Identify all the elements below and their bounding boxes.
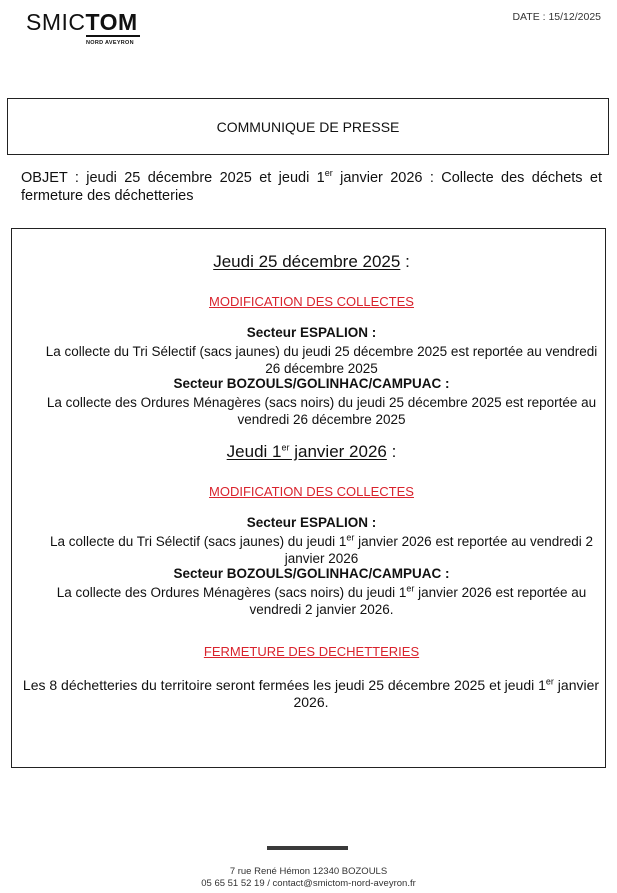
day1-sector2-text: La collecte des Ordures Ménagères (sacs noirs) du jeudi 25 décembre 2025 est reportée au vendredi 26 décembre 2025 (46, 395, 597, 427)
day2-sector1-sup: er (346, 532, 355, 543)
day2-heading-colon: : (386, 442, 397, 461)
day2-heading-a: Jeudi 1 (226, 442, 282, 461)
day2-sector1-a: La collecte du Tri Sélectif (sacs jaunes) du jeudi 1 (49, 534, 347, 549)
closure-text-b: janvier 2026. (293, 677, 600, 710)
day2-sector2-sup: er (406, 583, 415, 594)
logo-wordmark (26, 10, 142, 35)
footer-address: 7 rue René Hémon 12340 BOZOULS (229, 866, 388, 877)
subject-part1: OBJET : jeudi 25 décembre 2025 et jeudi 1 (21, 170, 325, 186)
day1-heading (22, 252, 601, 272)
title-box (7, 98, 609, 155)
day2-sector2-text (42, 584, 601, 618)
day2-heading-sup: er (281, 442, 290, 453)
content-box (11, 228, 606, 768)
day1-heading-colon: : (400, 252, 410, 271)
footer-contact: 05 65 51 52 19 / contact@smictom-nord-aveyron.fr (201, 878, 416, 889)
day2-modification-heading (22, 483, 601, 501)
day1-modification-heading (22, 293, 601, 311)
logo-subtitle: NORD AVEYRON (86, 40, 134, 46)
page-title: COMMUNIQUE DE PRESSE (216, 119, 400, 135)
closure-heading-text: FERMETURE DES DECHETTERIES (203, 644, 420, 659)
subject-line (21, 170, 602, 205)
day2-sector1-text (42, 533, 601, 567)
logo-text-smic: SMIC (26, 9, 86, 35)
day1-sector1-title: Secteur ESPALION : (246, 325, 377, 340)
day1-sector2-title: Secteur BOZOULS/GOLINHAC/CAMPUAC : (173, 376, 450, 391)
closure-text (20, 677, 602, 711)
footer-divider (267, 846, 348, 850)
subject-sup: er (324, 168, 333, 179)
logo-underline (86, 35, 140, 37)
day2-sector1-title: Secteur ESPALION : (246, 515, 377, 530)
logo (26, 9, 142, 46)
closure-heading (22, 643, 601, 661)
day2-sector2-b: janvier 2026 est reportée au vendredi 2 janvier 2026. (249, 585, 587, 617)
day1-modification-text: MODIFICATION DES COLLECTES (209, 294, 414, 309)
closure-text-sup: er (545, 676, 554, 687)
closure-text-a: Les 8 déchetteries du territoire seront fermées les jeudi 25 décembre 2025 et jeudi 1 (22, 677, 546, 693)
day2-sector2-a: La collecte des Ordures Ménagères (sacs noirs) du jeudi 1 (56, 585, 407, 600)
day2-sector1-b: janvier 2026 est reportée au vendredi 2 janvier 2026 (284, 534, 594, 566)
day2-sector2-title: Secteur BOZOULS/GOLINHAC/CAMPUAC : (173, 566, 450, 581)
day2-heading (22, 442, 601, 462)
day1-heading-text: Jeudi 25 décembre 2025 (213, 252, 401, 271)
day1-sector1-text: La collecte du Tri Sélectif (sacs jaunes) du jeudi 25 décembre 2025 est reportée au vendredi 26 décembre 2025 (45, 344, 598, 376)
day2-modification-text: MODIFICATION DES COLLECTES (209, 484, 414, 499)
document-date: DATE : 15/12/2025 (512, 11, 601, 23)
day2-heading-b: janvier 2026 (289, 442, 387, 461)
subject-part2: janvier 2026 : Collecte des déchets et fermeture des déchetteries (21, 170, 602, 204)
logo-text-tom: TOM (85, 9, 138, 35)
day2-heading-text (227, 442, 387, 461)
